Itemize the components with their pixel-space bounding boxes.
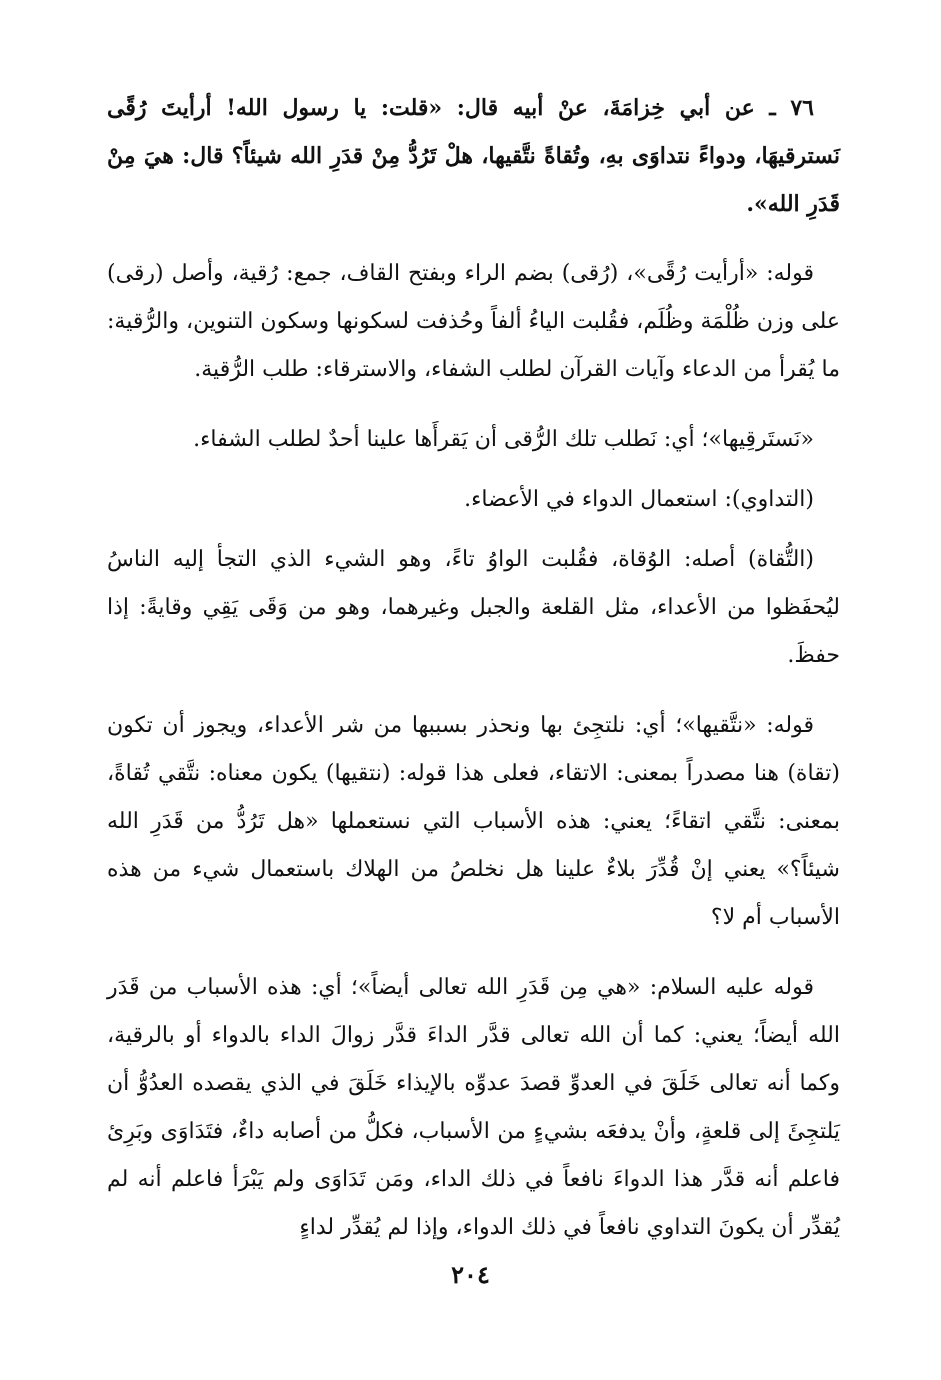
page-body bbox=[107, 84, 840, 1264]
commentary-nattaqiha: قوله: «نتَّقيها»؛ أي: نلتجِئ بها ونحذر بسببها من شر الأعداء، ويجوز أن تكون (تقاة) هنا مصدراً بمعنى: الاتقاء، فعلى هذا قوله: (نتقيها) يكون معناه: نتَّقي تُقاةً، بمعنى: نتَّقي اتقاءً؛ يعني: هذه الأسباب التي نستعملها «هل تَرُدُّ من قَدَرِ الله شيئاً؟» يعني إنْ قُدِّرَ بلاءٌ علينا هل نخلصُ من الهلاك باستعمال شيء من هذه الأسباب أم لا؟ bbox=[107, 713, 840, 930]
commentary-tuqat: (التُّقاة) أصله: الوُقاة، فقُلبت الواوُ تاءً، وهو الشيء الذي التجأ إليه الناسُ ليُحفَظوا من الأعداء، مثل القلعة والجبل وغيرهما، وهو من وَقَى يَقِي وقايةً: إذا حفظَ. bbox=[107, 547, 840, 668]
commentary-ruqa: قوله: «أرأيت رُقًى»، (رُقى) بضم الراء وبفتح القاف، جمع: رُقية، وأصل (رقى) على وزن ظُلْمَة وظُلَم، فقُلبت الياءُ ألفاً وحُذفت لسكونها وسكون التنوين، والرُّقية: ما يُقرأ من الدعاء وآيات القرآن لطلب الشفاء، والاسترقاء: طلب الرُّقية. bbox=[107, 261, 840, 382]
commentary-hiya-min-qadar: قوله عليه السلام: «هي مِن قَدَرِ الله تعالى أيضاً»؛ أي: هذه الأسباب من قَدَر الله أيضاً؛ يعني: كما أن الله تعالى قدَّر الداءَ قدَّر زوالَ الداء بالدواء أو بالرقية، وكما أنه تعالى خَلَقَ في العدوِّ قصدَ عدوِّه بالإيذاء خَلَقَ في الذي يقصده العدُوُّ أن يَلتجِئَ إلى قلعةٍ، وأنْ يدفعَه بشيءٍ من الأسباب، فكلُّ من أصابه داءٌ، فتَدَاوَى وبَرِئ فاعلم أنه قدَّر هذا الدواءَ نافعاً في ذلك الداء، ومَن تَدَاوَى ولم يَبْرَأ فاعلم أنه لم يُقدِّر أن يكونَ التداوي نافعاً في ذلك الدواء، وإذا لم يُقدِّر لداءٍ bbox=[107, 975, 840, 1240]
commentary-nastarqiha: «نَستَرقِيها»؛ أي: نَطلب تلك الرُّقى أن يَقرأَها علينا أحدٌ لطلب الشفاء. bbox=[193, 427, 814, 452]
page-number: ٢٠٤ bbox=[451, 1260, 490, 1289]
commentary-tadawi: (التداوي): استعمال الدواء في الأعضاء. bbox=[464, 487, 814, 512]
hadith-text: ٧٦ ـ عن أبي خِزامَةَ، عنْ أبيه قال: «قلت: يا رسول الله! أرأيتَ رُقًى نَسترقيهَا، ودواءً نتداوَى بهِ، وتُقاةً نتَّقيها، هلْ تَرُدُّ مِنْ قدَرِ الله شيئاً؟ قال: هيَ مِنْ قَدَرِ الله». bbox=[107, 95, 840, 217]
